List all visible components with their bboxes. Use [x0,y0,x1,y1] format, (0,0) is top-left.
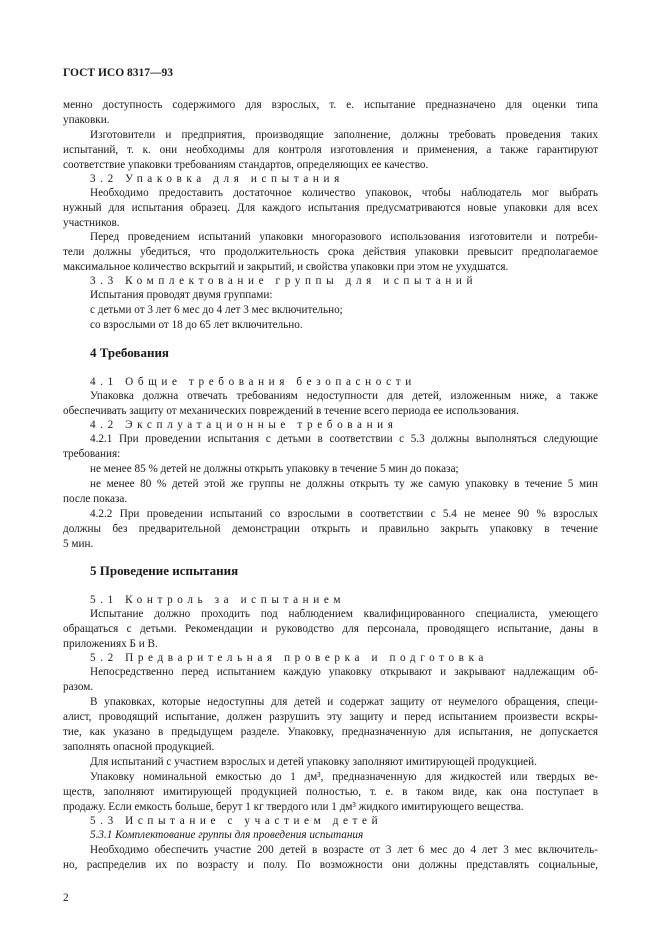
text-line: 4.2.2 При проведении испытаний со взрослыми в соответствии с 5.4 не менее 90 % взрослых [90,508,598,520]
text-line: приложениях Б и В. [63,638,158,650]
text-line: Непосредственно перед испытанием каждую упаковку открывают и закрывают надлежащим об- [90,666,598,678]
text-line: ществ, заполняют имитирующей продукцией полностью, т. е. в таком виде, как она поступает в [63,786,598,798]
chapter-title: 5 Проведение испытания [90,563,239,578]
section-heading: 4.2 Эксплуатационные требования [90,419,398,431]
document-header: ГОСТ ИСО 8317—93 [63,67,174,79]
text-line: не менее 80 % детей этой же группы не должны открыть ту же самую упаковку в течение 5 мин [90,478,598,490]
text-line: требования: [63,448,121,460]
page-number: 2 [63,892,69,904]
text-line: должны без предварительной демонстрации открыть и правильно закрыть упаковку в течение [63,523,598,535]
text-line: нужный для испытания образец. Для каждого испытания предусматриваются новые упаковки для всех [63,202,598,214]
text-line: алист, проводящий испытание, должен разрушить эту защиту и перед испытанием произвести вскры- [63,711,598,723]
text-line: Необходимо обеспечить участие 200 детей в возрасте от 3 лет 6 мес до 4 лет 3 мес включитель- [90,844,598,856]
text-line: но, распределив их по возрасту и полу. По возможности они должны представлять социальные, [63,859,598,871]
text-line: В упаковках, которые недоступны для детей и содержат защиту от неумелого обращения, специ- [90,696,598,708]
text-line: участников. [63,217,120,229]
text-line: Испытания проводят двумя группами: [90,289,273,301]
text-line: обеспечивать защиту от механических повреждений в течение всего периода ее использования. [63,405,519,417]
text-line: испытаний, т. к. они необходимы для контроля изготовления и применения, а также гарантируют [63,144,598,156]
text-line: тие, как указано в предыдущем разделе. Упаковку, предназначенную для испытания, не допускается [63,726,598,738]
text-line: со взрослыми от 18 до 65 лет включительно. [90,319,303,331]
chapter-title: 4 Требования [90,345,169,360]
text-line: тели должны убедиться, что продолжительность срока действия упаковки превысит предполагаемое [63,246,598,258]
text-line: Для испытаний с участием взрослых и детей упаковку заполняют имитирующей продукцией. [90,756,537,768]
text-line: заполнять опасной продукцией. [63,741,215,753]
text-line: не менее 85 % детей не должны открыть упаковку в течение 5 мин до показа; [90,463,459,475]
text-line: Упаковка должна отвечать требованиям недоступности для детей, изложенным ниже, а также [90,390,598,402]
text-line: максимальное количество вскрытий и закрытий, и свойства упаковки при этом не ухудшатся. [63,261,509,273]
text-line: упаковки. [63,114,110,126]
text-line: разом. [63,681,94,693]
text-line: Испытание должно проходить под наблюдением квалифицированного специалиста, умеющего [90,608,598,620]
text-line: Перед проведением испытаний упаковки многоразового использования изготовители и потреби- [90,231,598,243]
text-line: продажу. Если емкость больше, берут 1 кг твердого или 1 дм³ жидкого имитирующего вещества. [63,801,524,813]
section-heading: 3.3 Комплектование группы для испытаний [90,275,478,287]
text-line: Изготовители и предприятия, производящие заполнение, должны требовать проведения таких [90,129,598,141]
section-heading: 4.1 Общие требования безопасности [90,376,416,388]
text-line: Необходимо предоставить достаточное количество упаковок, чтобы наблюдатель мог выбрать [90,187,598,199]
text-line: Упаковку номинальной емкостью до 1 дм³, предназначенную для жидкостей или твердых ве- [90,771,598,783]
text-line: 4.2.1 При проведении испытания с детьми в соответствии с 5.3 должны выполняться следующие [90,433,598,445]
text-line: соответствие упаковки требованиям стандартов, определяющих ее качество. [63,159,429,171]
section-heading: 5.1 Контроль за испытанием [90,594,346,606]
text-line: обращаться с детьми. Рекомендации и руководство для персонала, проводящего испытание, даны в [63,623,598,635]
text-line: 5 мин. [63,538,94,550]
text-line: менно доступность содержимого для взрослых, т. е. испытание предназначено для оценки типа [63,99,598,111]
text-line: с детьми от 3 лет 6 мес до 4 лет 3 мес включительно; [90,304,343,316]
section-heading: 5.2 Предварительная проверка и подготовка [90,652,488,664]
section-heading: 5.3 Испытание с участием детей [90,815,383,827]
subsection-heading: 5.3.1 Комплектование группы для проведения испытания [90,829,364,841]
section-heading: 3.2 Упаковка для испытания [90,173,344,185]
text-line: после показа. [63,493,128,505]
